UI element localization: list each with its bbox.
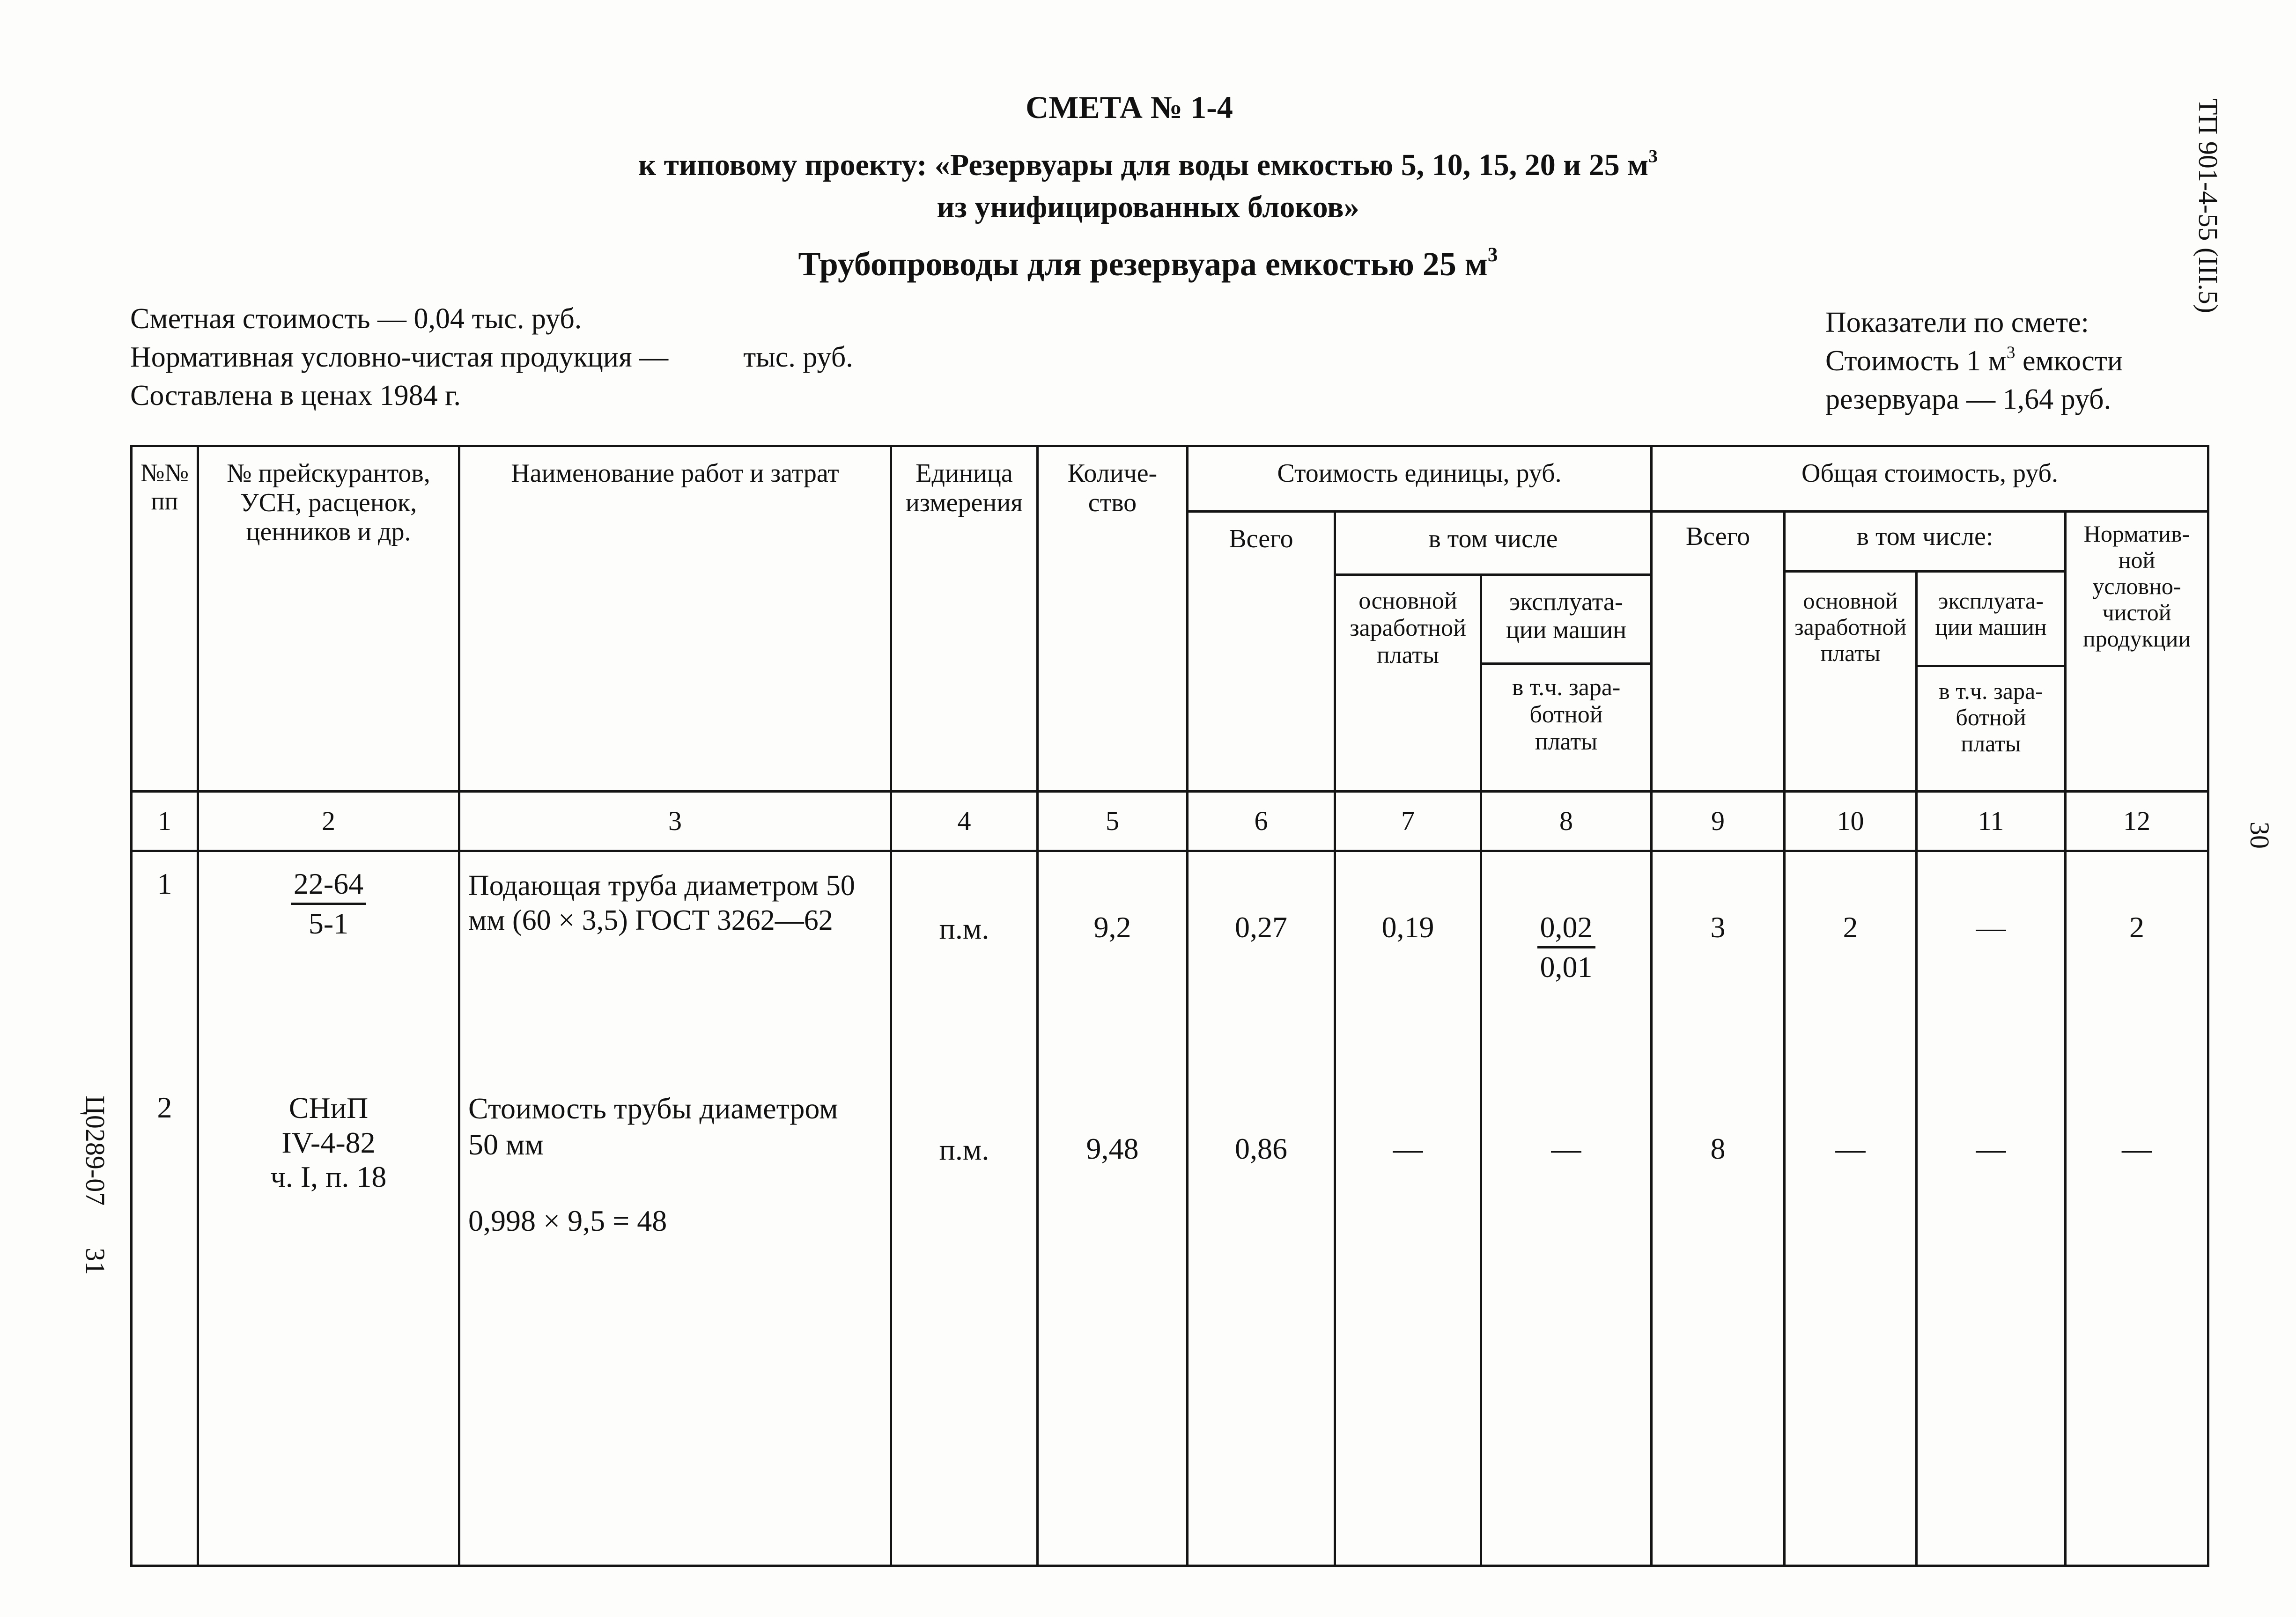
quantity: 9,48 bbox=[1086, 1132, 1139, 1165]
normative-output: Нормативная условно-чистая продукция — тыс. руб. bbox=[130, 341, 853, 373]
work-name: Подающая труба диаметром 50 мм (60 × 3,5) ГОСТ 3262—62 bbox=[468, 870, 855, 937]
col-border bbox=[2064, 510, 2067, 1567]
table-border-top bbox=[130, 445, 2209, 447]
col-border bbox=[2207, 445, 2209, 1567]
unit-machine: $\frac{0,02}{0,01}$ bbox=[1482, 911, 1650, 984]
col-header-no: №№ пп bbox=[140, 459, 189, 515]
cost-per-m3-value: резервуара — 1,64 руб. bbox=[1825, 383, 2111, 415]
column-number: 9 bbox=[1711, 806, 1725, 836]
column-number: 7 bbox=[1401, 806, 1415, 836]
col-header-unit: Единица измерения bbox=[905, 459, 1023, 517]
page-number: 30 bbox=[2244, 822, 2275, 849]
col-header-unit-machine-wage: в т.ч. зара- ботной платы bbox=[1512, 674, 1621, 756]
total-wage: — bbox=[1835, 1132, 1866, 1165]
total: 3 bbox=[1710, 911, 1726, 944]
col-header-total-norm: Норматив- ной условно- чистой продукции bbox=[2082, 521, 2191, 652]
col-border bbox=[1036, 445, 1039, 1567]
col-header-total-machine: эксплуата- ции машин bbox=[1935, 588, 2047, 640]
unit-machine: — bbox=[1551, 1132, 1581, 1165]
project-code: ТП 901-4-55 (III.5) bbox=[2193, 98, 2223, 314]
total-norm: 2 bbox=[2129, 911, 2144, 944]
header-rule-6 bbox=[130, 790, 2209, 793]
col-border bbox=[458, 445, 460, 1567]
header-rule-7 bbox=[130, 850, 2209, 852]
unit-total: 0,86 bbox=[1235, 1132, 1287, 1165]
column-number: 8 bbox=[1559, 806, 1573, 836]
calculation: 0,998 × 9,5 = 48 bbox=[468, 1204, 667, 1237]
header-rule-1 bbox=[1186, 510, 2209, 513]
col-header-unit-wage: основной заработной платы bbox=[1350, 588, 1466, 669]
col-header-qty: Количе- ство bbox=[1067, 459, 1158, 517]
unit-wage: 0,19 bbox=[1381, 911, 1434, 944]
header-rule-4 bbox=[1480, 662, 1650, 665]
superscript-3: 3 bbox=[1648, 146, 1658, 167]
header-rule-3 bbox=[1783, 570, 2064, 573]
column-number: 3 bbox=[668, 806, 682, 836]
document-title: СМЕТА № 1-4 bbox=[1026, 89, 1233, 125]
project-subtitle-line2: из унифицированных блоков» bbox=[937, 190, 1359, 224]
estimate-summary bbox=[130, 300, 853, 415]
col-header-total-machine-wage: в т.ч. зара- ботной платы bbox=[1939, 678, 2043, 757]
column-number: 2 bbox=[322, 806, 335, 836]
col-header-total-cost: Общая стоимость, руб. bbox=[1801, 459, 2058, 488]
column-number: 12 bbox=[2123, 806, 2150, 836]
header-rule-5 bbox=[1915, 665, 2064, 667]
col-border bbox=[1186, 445, 1189, 1567]
total: 8 bbox=[1710, 1132, 1726, 1165]
row-number: 1 bbox=[157, 867, 172, 900]
column-number: 1 bbox=[158, 806, 171, 836]
total-wage: 2 bbox=[1843, 911, 1858, 944]
unit-wage: — bbox=[1393, 1132, 1423, 1165]
col-header-unit-machine: эксплуата- ции машин bbox=[1506, 588, 1627, 644]
column-number: 6 bbox=[1254, 806, 1268, 836]
superscript-3: 3 bbox=[1487, 243, 1498, 266]
indicators-heading: Показатели по смете: bbox=[1825, 307, 2089, 338]
col-header-unit-cost: Стоимость единицы, руб. bbox=[1277, 459, 1562, 488]
col-border bbox=[197, 445, 199, 1567]
col-header-total-wage: основной заработной платы bbox=[1794, 588, 1907, 666]
header-rule-2 bbox=[1334, 573, 1650, 576]
unit: п.м. bbox=[939, 1133, 989, 1166]
price-basis: Составлена в ценах 1984 г. bbox=[130, 380, 461, 412]
estimate-indicators bbox=[1825, 303, 2123, 419]
total-machine: — bbox=[1976, 1132, 2006, 1165]
col-header-unit-incl: в том числе bbox=[1428, 524, 1558, 553]
table-border-bottom bbox=[130, 1565, 2209, 1567]
col-header-name: Наименование работ и затрат bbox=[511, 459, 839, 488]
col-border bbox=[1783, 510, 1786, 1567]
col-header-total-incl: в том числе: bbox=[1856, 522, 1993, 551]
unit: п.м. bbox=[939, 912, 989, 945]
project-subtitle-text: к типовому проекту: «Резервуары для воды емкостью 5, 10, 15, 20 и 25 м bbox=[638, 148, 1649, 182]
col-header-ref: № прейскурантов, УСН, расценок, ценников и др. bbox=[227, 459, 430, 547]
unit-total: 0,27 bbox=[1235, 911, 1287, 944]
work-name: Стоимость трубы диаметром 50 мм bbox=[468, 1092, 838, 1161]
column-number: 11 bbox=[1978, 806, 2004, 836]
col-header-total-total: Всего bbox=[1685, 522, 1750, 551]
column-number: 5 bbox=[1106, 806, 1119, 836]
price-reference: $\frac{22-64}{5-1}$ bbox=[199, 867, 458, 940]
column-number: 4 bbox=[957, 806, 971, 836]
col-border bbox=[130, 445, 133, 1567]
quantity: 9,2 bbox=[1093, 911, 1131, 944]
total-machine: — bbox=[1976, 911, 2006, 944]
cost-per-m3: Стоимость 1 $м^3$ емкости bbox=[1825, 343, 2123, 377]
project-subtitle-line1 bbox=[0, 146, 2296, 182]
col-border bbox=[890, 445, 892, 1567]
col-header-unit-total: Всего bbox=[1229, 524, 1293, 553]
section-title-text: Трубопроводы для резервуара емкостью 25 м bbox=[798, 245, 1488, 283]
col-border bbox=[1650, 445, 1653, 1567]
price-reference: СНиП IV-4-82 ч. I, п. 18 bbox=[270, 1091, 387, 1194]
section-title bbox=[0, 243, 2296, 283]
archive-code: Ц0289-0731 bbox=[80, 1095, 111, 1275]
column-number: 10 bbox=[1837, 806, 1864, 836]
estimated-cost: Сметная стоимость — 0,04 тыс. руб. bbox=[130, 303, 582, 335]
row-number: 2 bbox=[157, 1091, 172, 1124]
total-norm: — bbox=[2122, 1132, 2152, 1165]
